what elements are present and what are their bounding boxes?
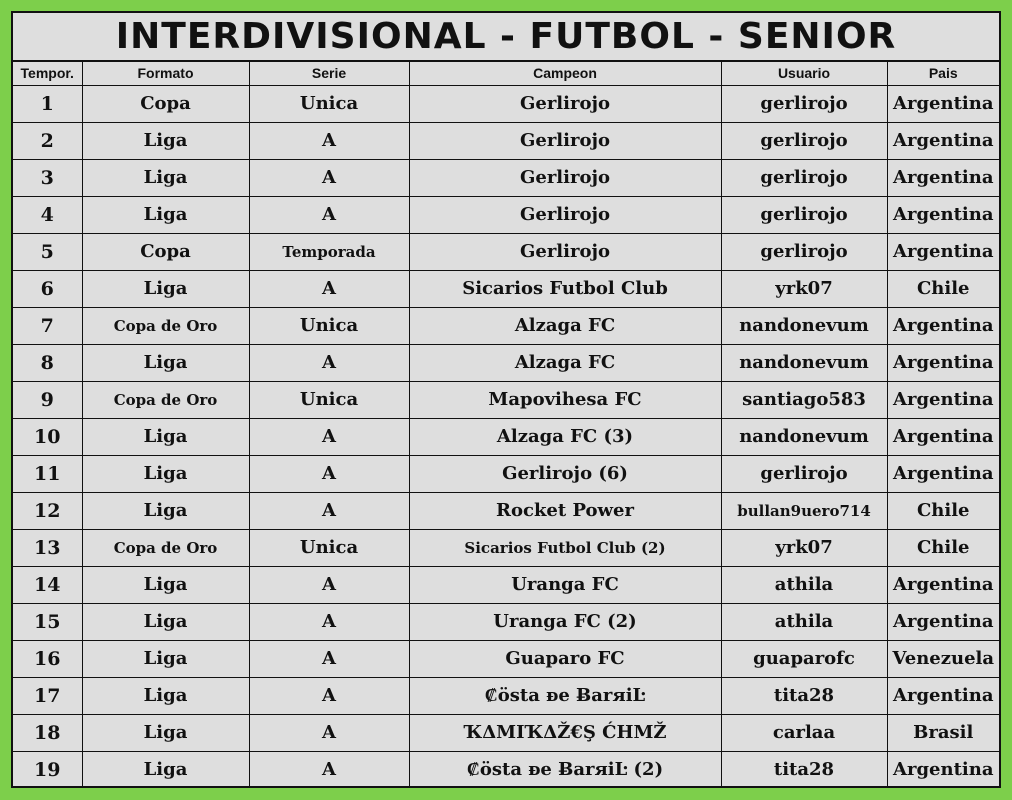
cell-country: Argentina <box>887 159 999 196</box>
cell-format: Liga <box>82 714 249 751</box>
cell-country: Argentina <box>887 344 999 381</box>
cell-user: nandonevum <box>721 418 887 455</box>
cell-series: Unica <box>249 529 409 566</box>
cell-format: Liga <box>82 418 249 455</box>
table-row <box>13 640 999 677</box>
cell-user: gerlirojo <box>721 233 887 270</box>
cell-season: 19 <box>13 751 82 788</box>
table-row <box>13 122 999 159</box>
cell-season: 2 <box>13 122 82 159</box>
cell-format: Liga <box>82 196 249 233</box>
cell-champion: Sicarios Futbol Club <box>409 270 721 307</box>
table-row <box>13 381 999 418</box>
cell-series: Temporada <box>249 233 409 270</box>
cell-champion: Alzaga FC <box>409 307 721 344</box>
cell-champion: Uranga FC <box>409 566 721 603</box>
cell-format: Copa <box>82 85 249 122</box>
table-row <box>13 270 999 307</box>
cell-country: Argentina <box>887 677 999 714</box>
cell-season: 4 <box>13 196 82 233</box>
cell-format: Liga <box>82 677 249 714</box>
cell-series: A <box>249 122 409 159</box>
cell-country: Argentina <box>887 418 999 455</box>
cell-user: tita28 <box>721 751 887 788</box>
cell-format: Copa de Oro <box>82 307 249 344</box>
cell-format: Copa <box>82 233 249 270</box>
cell-season: 6 <box>13 270 82 307</box>
cell-series: A <box>249 492 409 529</box>
cell-user: santiago583 <box>721 381 887 418</box>
cell-season: 14 <box>13 566 82 603</box>
cell-country: Chile <box>887 492 999 529</box>
cell-season: 13 <box>13 529 82 566</box>
cell-format: Liga <box>82 344 249 381</box>
cell-country: Argentina <box>887 603 999 640</box>
cell-series: Unica <box>249 307 409 344</box>
cell-season: 9 <box>13 381 82 418</box>
table-row <box>13 751 999 788</box>
cell-user: yrk07 <box>721 270 887 307</box>
cell-series: A <box>249 159 409 196</box>
header-format: Formato <box>82 62 249 85</box>
cell-country: Argentina <box>887 85 999 122</box>
cell-series: A <box>249 714 409 751</box>
table-row <box>13 714 999 751</box>
cell-champion: ҠΔMIҠΔŽ€Ş ĆHMŽ <box>409 714 721 751</box>
table-row <box>13 455 999 492</box>
cell-champion: Gerlirojo <box>409 196 721 233</box>
header-season: Tempor. <box>13 62 82 85</box>
table-row <box>13 233 999 270</box>
table-row <box>13 196 999 233</box>
cell-country: Argentina <box>887 307 999 344</box>
cell-series: A <box>249 640 409 677</box>
cell-season: 15 <box>13 603 82 640</box>
header-user: Usuario <box>721 62 887 85</box>
table-row <box>13 566 999 603</box>
cell-series: A <box>249 270 409 307</box>
cell-series: A <box>249 603 409 640</box>
header-series: Serie <box>249 62 409 85</box>
cell-country: Argentina <box>887 233 999 270</box>
cell-country: Argentina <box>887 196 999 233</box>
cell-season: 7 <box>13 307 82 344</box>
cell-user: guaparofc <box>721 640 887 677</box>
cell-season: 3 <box>13 159 82 196</box>
header-country: Pais <box>887 62 999 85</box>
cell-format: Liga <box>82 603 249 640</box>
page-title: INTERDIVISIONAL - FUTBOL - SENIOR <box>13 13 999 62</box>
cell-series: A <box>249 751 409 788</box>
cell-format: Liga <box>82 640 249 677</box>
cell-champion: Gerlirojo <box>409 122 721 159</box>
cell-series: A <box>249 566 409 603</box>
cell-champion: Rocket Power <box>409 492 721 529</box>
cell-series: A <box>249 344 409 381</box>
cell-user: carlaa <box>721 714 887 751</box>
cell-champion: Guaparo FC <box>409 640 721 677</box>
cell-user: athila <box>721 566 887 603</box>
cell-champion: ₡östa ᴆe ɃarяiĿ (2) <box>409 751 721 788</box>
cell-user: nandonevum <box>721 344 887 381</box>
cell-series: Unica <box>249 85 409 122</box>
table-body <box>13 85 999 788</box>
header-champion: Campeon <box>409 62 721 85</box>
cell-format: Liga <box>82 159 249 196</box>
cell-champion: Gerlirojo (6) <box>409 455 721 492</box>
cell-country: Argentina <box>887 122 999 159</box>
cell-user: gerlirojo <box>721 122 887 159</box>
cell-series: Unica <box>249 381 409 418</box>
cell-champion: Gerlirojo <box>409 85 721 122</box>
cell-country: Argentina <box>887 566 999 603</box>
cell-user: gerlirojo <box>721 196 887 233</box>
cell-season: 11 <box>13 455 82 492</box>
cell-user: bullan9uero714 <box>721 492 887 529</box>
table-row <box>13 344 999 381</box>
cell-user: gerlirojo <box>721 159 887 196</box>
cell-season: 18 <box>13 714 82 751</box>
cell-country: Argentina <box>887 455 999 492</box>
cell-format: Liga <box>82 566 249 603</box>
table-row <box>13 492 999 529</box>
table-row <box>13 85 999 122</box>
cell-user: gerlirojo <box>721 85 887 122</box>
cell-user: yrk07 <box>721 529 887 566</box>
cell-season: 5 <box>13 233 82 270</box>
cell-format: Liga <box>82 122 249 159</box>
cell-champion: Gerlirojo <box>409 233 721 270</box>
cell-champion: Alzaga FC (3) <box>409 418 721 455</box>
cell-format: Copa de Oro <box>82 381 249 418</box>
table-row <box>13 307 999 344</box>
table-row <box>13 418 999 455</box>
cell-format: Liga <box>82 492 249 529</box>
cell-user: athila <box>721 603 887 640</box>
table-row <box>13 677 999 714</box>
cell-country: Venezuela <box>887 640 999 677</box>
cell-season: 8 <box>13 344 82 381</box>
table-row <box>13 603 999 640</box>
cell-champion: Alzaga FC <box>409 344 721 381</box>
cell-series: A <box>249 455 409 492</box>
cell-champion: Uranga FC (2) <box>409 603 721 640</box>
header-row <box>13 62 999 85</box>
cell-format: Liga <box>82 751 249 788</box>
cell-season: 10 <box>13 418 82 455</box>
cell-user: tita28 <box>721 677 887 714</box>
cell-user: nandonevum <box>721 307 887 344</box>
cell-format: Liga <box>82 455 249 492</box>
cell-champion: ₡östa ᴆe ɃarяiĿ <box>409 677 721 714</box>
cell-country: Brasil <box>887 714 999 751</box>
cell-series: A <box>249 196 409 233</box>
cell-series: A <box>249 418 409 455</box>
cell-season: 12 <box>13 492 82 529</box>
champions-sheet <box>11 11 1001 788</box>
cell-season: 17 <box>13 677 82 714</box>
cell-user: gerlirojo <box>721 455 887 492</box>
table-row <box>13 159 999 196</box>
cell-series: A <box>249 677 409 714</box>
cell-champion: Gerlirojo <box>409 159 721 196</box>
cell-season: 16 <box>13 640 82 677</box>
cell-format: Copa de Oro <box>82 529 249 566</box>
cell-season: 1 <box>13 85 82 122</box>
champions-table <box>13 62 999 788</box>
cell-format: Liga <box>82 270 249 307</box>
cell-country: Chile <box>887 529 999 566</box>
cell-champion: Mapovihesa FC <box>409 381 721 418</box>
cell-country: Chile <box>887 270 999 307</box>
cell-country: Argentina <box>887 381 999 418</box>
table-row <box>13 529 999 566</box>
cell-champion: Sicarios Futbol Club (2) <box>409 529 721 566</box>
cell-country: Argentina <box>887 751 999 788</box>
table-header <box>13 62 999 85</box>
